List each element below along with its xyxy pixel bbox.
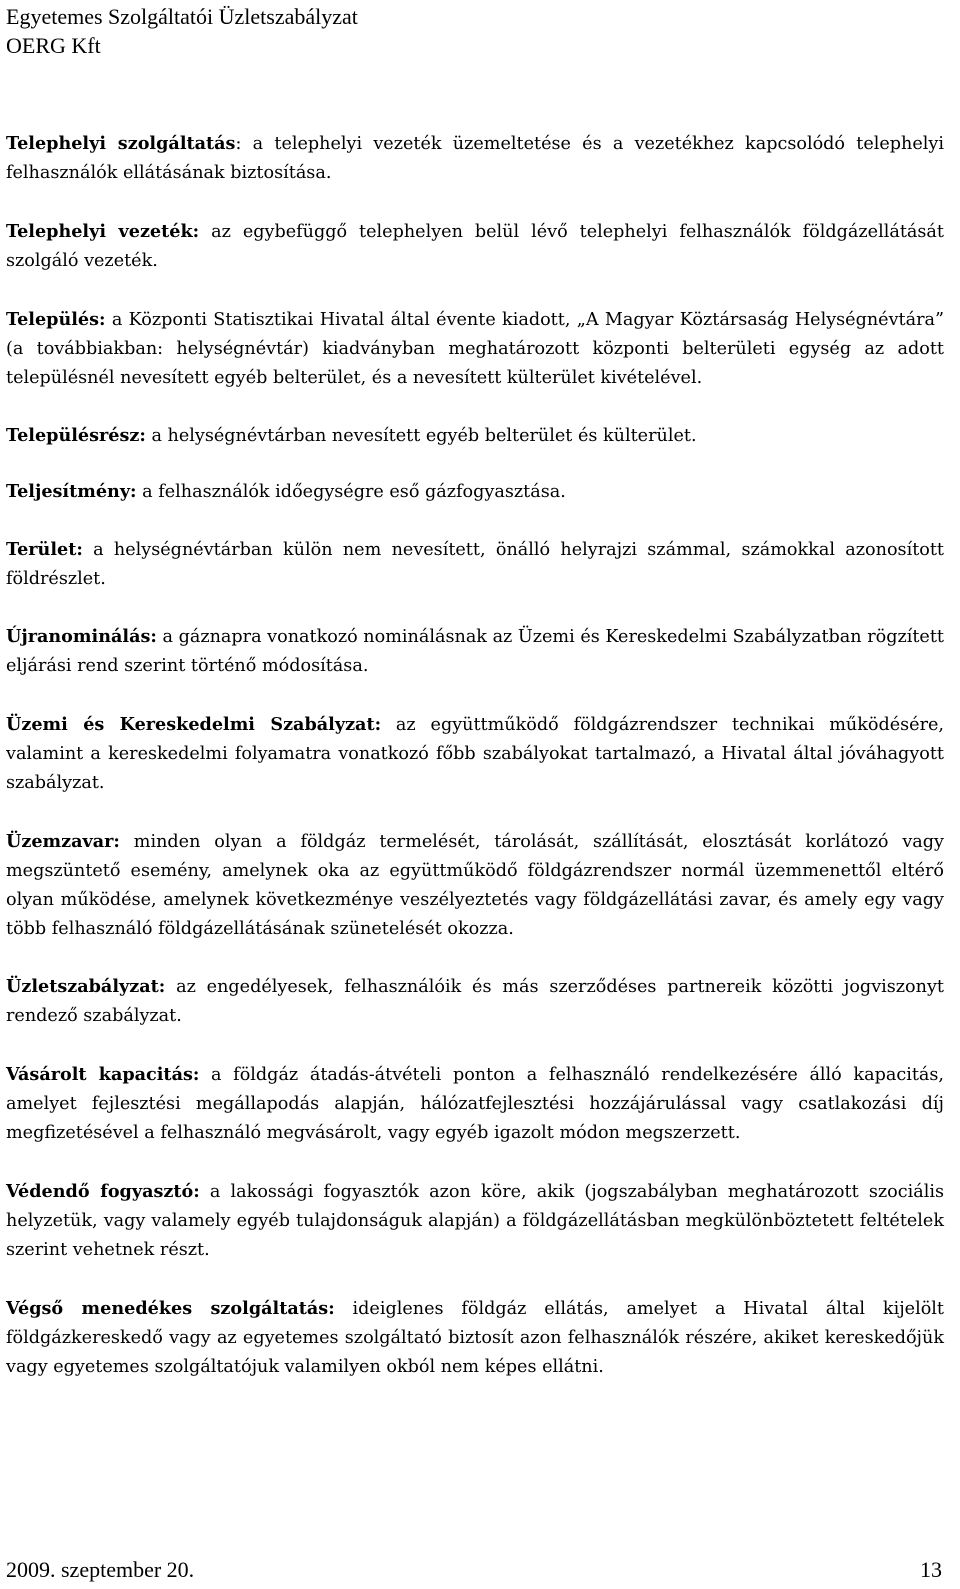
definition-entry xyxy=(6,1060,944,1148)
definition-text: a gáznapra vonatkozó nominálásnak az Üzemi és Kereskedelmi Szabályzatban rögzített eljárási rend szerint történő módosítása. xyxy=(6,627,944,676)
definition-entry xyxy=(6,421,944,451)
definition-entry xyxy=(6,305,944,393)
definition-term: Védendő fogyasztó: xyxy=(6,1181,200,1202)
definition-term: Üzletszabályzat: xyxy=(6,976,166,997)
definition-entry xyxy=(6,535,944,594)
definition-entry xyxy=(6,217,944,276)
definition-term: Település: xyxy=(6,309,106,330)
definition-entry xyxy=(6,972,944,1031)
definition-text: az együttműködő földgázrendszer technikai működésére, valamint a kereskedelmi folyamatra vonatkozó főbb szabályokat tartalmazó, a Hivatal által jóváhagyott szabályzat. xyxy=(6,715,944,793)
definitions-list xyxy=(6,129,944,1382)
definition-text: minden olyan a földgáz termelését, tárolását, szállítását, elosztását korlátozó vagy megszüntető esemény, amelynek oka az együttműködő földgázrendszer normál üzemmenettől eltérő olyan működése, amelynek következménye veszélyeztetés vagy földgázellátási zavar, és amely egy vagy több felhasználó földgázellátásának szünetelését okozza. xyxy=(6,832,944,939)
page-header xyxy=(6,2,358,60)
page-number: 13 xyxy=(920,1557,942,1582)
definition-entry xyxy=(6,710,944,798)
definition-term: Terület: xyxy=(6,539,83,560)
definition-text: : a telephelyi vezeték üzemeltetése és a vezetékhez kapcsolódó telephelyi felhasználók ellátásának biztosítása. xyxy=(6,134,944,183)
definition-term: Telephelyi szolgáltatás xyxy=(6,133,236,154)
definition-entry xyxy=(6,1294,944,1382)
definition-term: Üzemzavar: xyxy=(6,831,120,852)
definition-term: Végső menedékes szolgáltatás: xyxy=(6,1298,335,1319)
definition-text: a Központi Statisztikai Hivatal által évente kiadott, „A Magyar Köztársaság Helységnévtára” (a továbbiakban: helységnévtár) kiadványban meghatározott központi belterületi egység az adott településnél nevesített egyéb belterület, és a nevesített külterület kivételével. xyxy=(6,310,944,388)
definition-term: Teljesítmény: xyxy=(6,481,137,502)
definition-term: Üzemi és Kereskedelmi Szabályzat: xyxy=(6,714,382,735)
definition-text: ideiglenes földgáz ellátás, amelyet a Hivatal által kijelölt földgázkereskedő vagy az egyetemes szolgáltató biztosít azon felhasználók részére, akiket kereskedőjük vagy egyetemes szolgáltatójuk valamilyen okból nem képes ellátni. xyxy=(6,1299,944,1377)
definition-text: a lakossági fogyasztók azon köre, akik (jogszabályban meghatározott szociális helyzetük, vagy valamely egyéb tulajdonságuk alapján) a földgázellátásban megkülönböztetett feltételek szerint vehetnek részt. xyxy=(6,1182,944,1260)
company-name: OERG Kft xyxy=(6,33,101,58)
definition-entry xyxy=(6,622,944,681)
definition-term: Újranominálás: xyxy=(6,626,157,647)
definition-text: a helységnévtárban külön nem nevesített, önálló helyrajzi számmal, számokkal azonosított földrészlet. xyxy=(6,540,944,589)
definition-entry xyxy=(6,477,944,507)
definition-entry xyxy=(6,129,944,188)
document-title: Egyetemes Szolgáltatói Üzletszabályzat xyxy=(6,4,358,29)
definition-text: a földgáz átadás-átvételi ponton a felhasználó rendelkezésére álló kapacitás, amelyet fejlesztési megállapodás alapján, hálózatfejlesztési hozzájárulással vagy csatlakozási díj megfizetésével a felhasználó megvásárolt, vagy egyéb igazolt módon megszerzett. xyxy=(6,1065,944,1143)
definition-entry xyxy=(6,827,944,944)
definition-text: az engedélyesek, felhasználóik és más szerződéses partnereik közötti jogviszonyt rendező szabályzat. xyxy=(6,977,944,1026)
definition-text: a felhasználók időegységre eső gázfogyasztása. xyxy=(136,482,566,502)
definition-term: Településrész: xyxy=(6,425,146,446)
definition-term: Vásárolt kapacitás: xyxy=(6,1064,200,1085)
page-footer xyxy=(6,1556,942,1584)
footer-date: 2009. szeptember 20. xyxy=(6,1557,195,1582)
definition-term: Telephelyi vezeték: xyxy=(6,221,200,242)
definition-text: az egybefüggő telephelyen belül lévő telephelyi felhasználók földgázellátását szolgáló vezeték. xyxy=(6,222,944,271)
definition-text: a helységnévtárban nevesített egyéb belterület és külterület. xyxy=(145,426,697,446)
definition-entry xyxy=(6,1177,944,1265)
